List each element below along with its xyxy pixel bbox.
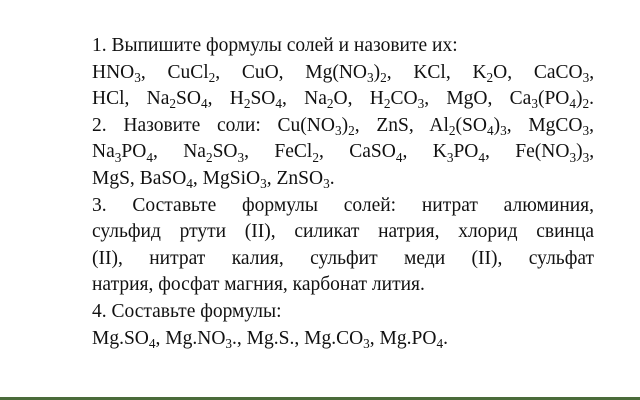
line-token: магния, xyxy=(224,274,288,296)
task3-line1 xyxy=(92,193,594,220)
line-token: Составьте xyxy=(132,194,217,216)
line-token: силикат xyxy=(294,221,360,243)
task1-formulas-line2 xyxy=(92,86,594,113)
task1-title: 1. Выпишите формулы солей и назовите их: xyxy=(92,35,458,56)
line-token: нитрат xyxy=(149,247,206,269)
line-token: $K_2O$, xyxy=(472,61,513,85)
line-token: солей: xyxy=(343,194,397,216)
line-token: фосфат xyxy=(158,274,220,296)
line-token: хлорид xyxy=(458,221,518,243)
line-token: MgS, xyxy=(92,167,135,189)
line-token: MgSiO$_3$, xyxy=(202,167,272,192)
line-token: FeCl$_2$, xyxy=(274,141,324,165)
line-token: $Mg(NO_3)_2$, xyxy=(305,61,392,85)
line-token: KCl, xyxy=(413,61,451,83)
line-token: сульфат xyxy=(528,247,595,269)
line-token: свинца xyxy=(536,221,595,243)
line-token: калия, xyxy=(231,247,284,269)
line-token: (II), xyxy=(471,247,503,269)
line-token: сульфид xyxy=(92,221,161,243)
line-token: 3. xyxy=(92,194,107,216)
line-token: $Fe(NO_3)_3$, xyxy=(515,141,595,165)
line-token: $K_3PO_4$, xyxy=(432,141,490,165)
worksheet xyxy=(92,33,594,352)
line-token: карбонат xyxy=(292,274,368,296)
line-token: (II), xyxy=(92,247,123,269)
line-token: ртути xyxy=(179,221,227,243)
line-token: $Mg.NO_3$., xyxy=(165,327,242,351)
line-token: $HNO_3$, xyxy=(92,61,146,85)
line-token: нитрат xyxy=(421,194,478,216)
task4-formulas-line1 xyxy=(92,326,594,353)
line-token: CaSO$_4$, xyxy=(349,141,408,165)
line-token: лития. xyxy=(371,274,425,296)
line-token: MgO, xyxy=(446,88,493,110)
line-token: MgCO$_3$, xyxy=(528,114,594,139)
line-token: CuO, xyxy=(241,61,284,83)
line-token: $Na_3PO_4$, xyxy=(92,141,158,165)
line-token: алюминия, xyxy=(503,194,595,216)
line-token: $Cu(NO_3)_2$, xyxy=(277,114,360,139)
task3-line2 xyxy=(92,219,594,246)
line-token: HCl, xyxy=(92,88,130,110)
line-token: сульфит xyxy=(310,247,378,269)
line-token: (II), xyxy=(244,221,276,243)
line-token: формулы xyxy=(242,194,318,216)
task1-formulas-line1 xyxy=(92,60,594,87)
task2-line2 xyxy=(92,139,594,166)
line-token: $Na_2O$, xyxy=(304,88,353,112)
line-token: CuCl$_2$, xyxy=(167,61,221,85)
task2-line3 xyxy=(92,166,594,193)
task4-title: 4. Составьте формулы: xyxy=(92,300,282,322)
line-token: $H_2CO_3$, xyxy=(369,88,430,112)
task2-line1 xyxy=(92,113,594,140)
line-token: $H_2SO_4$, xyxy=(229,88,287,112)
line-token: натрия, xyxy=(92,274,154,296)
line-token: натрия, xyxy=(378,221,440,243)
task3-line4 xyxy=(92,272,594,299)
line-token: ZnSO$_3$. xyxy=(276,167,335,192)
line-token: $Na_2SO_4$, xyxy=(146,88,213,112)
line-token: $Ca_3(PO_4)_2$. xyxy=(509,88,594,112)
line-token: $Mg.SO_4$, xyxy=(92,327,161,351)
line-token: Mg.S., xyxy=(246,327,300,349)
line-token: $Al_2(SO_4)_3$, xyxy=(429,114,512,139)
line-token: ZnS, xyxy=(376,114,414,136)
line-token: $Mg.PO_4$. xyxy=(379,327,448,351)
line-token: $Mg.CO_3$, xyxy=(304,327,375,351)
line-token: меди xyxy=(404,247,446,269)
line-token: CaCO$_3$, xyxy=(533,61,595,85)
line-token: BaSO$_4$, xyxy=(139,167,198,192)
line-token: 2. Назовите соли: xyxy=(92,114,261,136)
task3-line3 xyxy=(92,246,594,273)
line-token: $Na_2SO_3$, xyxy=(183,141,250,165)
